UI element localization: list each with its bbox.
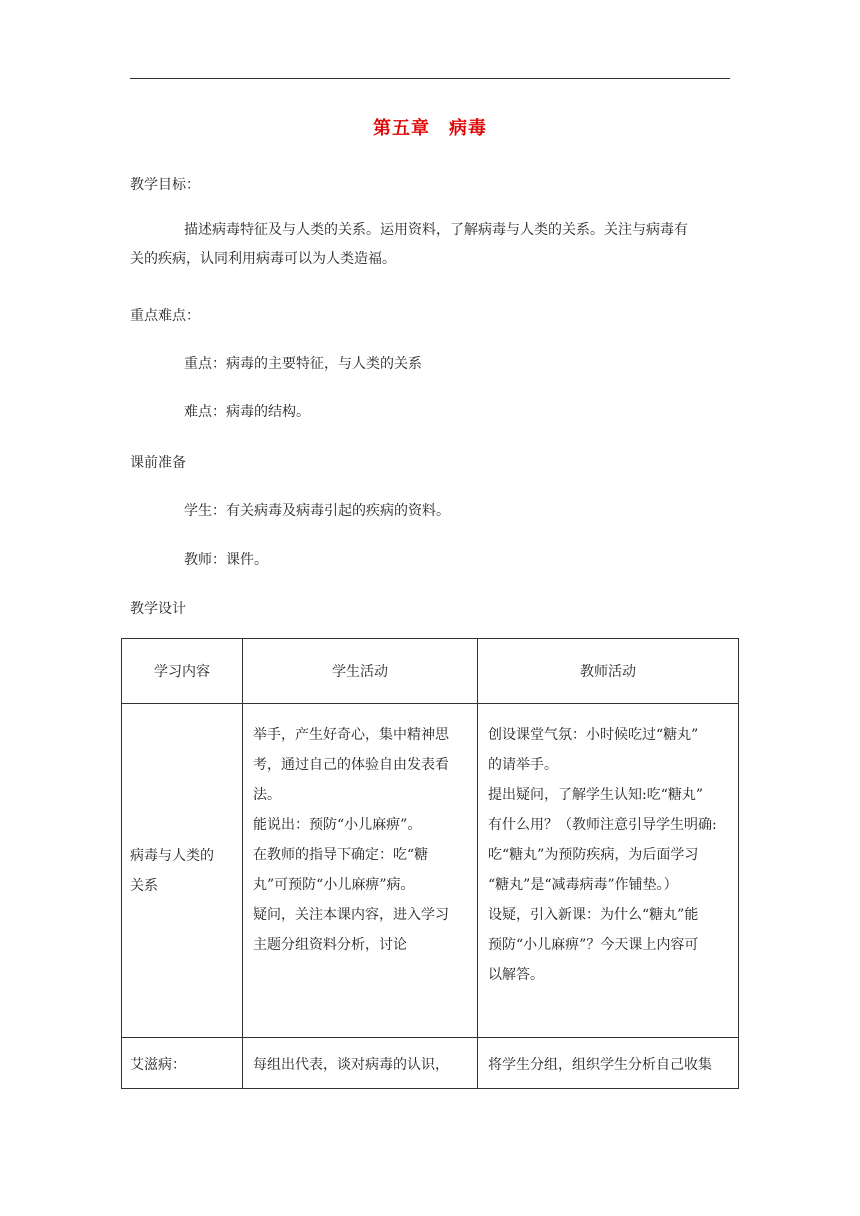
goal-heading: 教学目标： [130,177,200,193]
key-point: 重点：病毒的主要特征，与人类的关系 [184,356,422,372]
table-header-row [122,639,739,704]
cell-line: 在教师的指导下确定：吃“糖 [253,847,429,863]
cell-line: 能说出：预防“小儿麻痹”。 [253,817,422,833]
table-row [122,1038,739,1089]
row2-student-activity [243,1038,478,1089]
cell-line: 法。 [253,787,281,803]
cell-line: 艾滋病： [130,1057,186,1073]
row2-content [122,1038,243,1089]
row1-student-activity [243,704,478,1038]
header-teacher-activity: 教师活动 [478,639,739,704]
cell-line: 的请举手。 [488,757,558,773]
cell-line: 考，通过自己的体验自由发表看 [253,757,449,773]
prep-heading: 课前准备 [130,455,186,471]
cell-line: 举手，产生好奇心，集中精神思 [253,727,449,743]
goal-line-1: 描述病毒特征及与人类的关系。运用资料，了解病毒与人类的关系。关注与病毒有 [184,222,688,238]
difficult-point: 难点：病毒的结构。 [184,404,310,420]
cell-line: 提出疑问，了解学生认知:吃“糖丸” [488,787,704,803]
teaching-design-table [121,638,739,1089]
prep-student: 学生：有关病毒及病毒引起的疾病的资料。 [184,503,450,519]
cell-line: 疑问，关注本课内容，进入学习 [253,907,449,923]
cell-line: 丸”可预防“小儿麻痹”病。 [253,877,415,893]
cell-line: “糖丸”是“减毒病毒”作铺垫。） [488,877,678,893]
cell-line: 创设课堂气氛：小时候吃过“糖丸” [488,727,699,743]
header-student-activity: 学生活动 [243,639,478,704]
goal-paragraph [130,216,736,274]
table-row [122,704,739,1038]
row1-teacher-activity [478,704,739,1038]
cell-line: 吃“糖丸”为预防疾病，为后面学习 [488,847,699,863]
cell-line: 将学生分组，组织学生分析自己收集 [488,1057,712,1073]
page-title: 第五章 病毒 [373,118,487,139]
cell-line: 主题分组资料分析，讨论 [253,937,407,953]
header-rule [130,78,730,79]
cell-line: 关系 [130,877,158,894]
design-heading: 教学设计 [130,601,186,617]
cell-line: 病毒与人类的 [130,847,214,864]
prep-teacher: 教师：课件。 [184,552,268,568]
goal-line-2: 关的疾病，认同利用病毒可以为人类造福。 [130,251,396,267]
key-heading: 重点难点： [130,308,200,324]
cell-line: 以解答。 [488,967,544,983]
cell-line: 有什么用？（教师注意引导学生明确: [488,817,717,833]
row1-content [122,704,243,1038]
row2-teacher-activity [478,1038,739,1089]
header-content: 学习内容 [122,639,243,704]
cell-line: 设疑，引入新课：为什么“糖丸”能 [488,907,699,923]
cell-line: 每组出代表，谈对病毒的认识， [253,1057,449,1073]
cell-line: 预防“小儿麻痹”？今天课上内容可 [488,937,699,953]
